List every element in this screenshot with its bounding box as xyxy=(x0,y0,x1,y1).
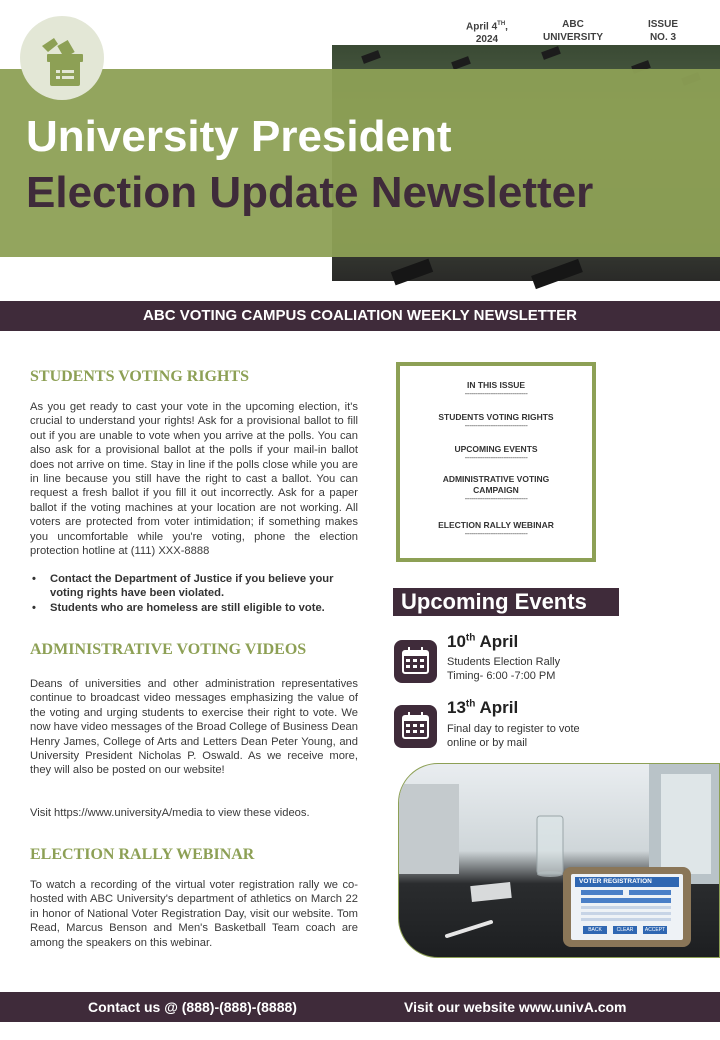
newsletter-banner: ABC VOTING CAMPUS COALIATION WEEKLY NEWSLETTER xyxy=(0,301,720,331)
calendar-icon xyxy=(394,705,437,748)
voting-rights-heading: STUDENTS VOTING RIGHTS xyxy=(30,368,250,385)
issue-date: April 4TH, 2024 xyxy=(466,21,508,46)
footer-bar xyxy=(0,992,720,1022)
toc-item[interactable] xyxy=(400,444,592,461)
toc-item[interactable] xyxy=(400,412,592,429)
org-line1: ABC xyxy=(562,19,584,30)
toc-heading-label: IN THIS ISSUE xyxy=(466,380,526,390)
event-day: 10 xyxy=(447,632,466,651)
title-band xyxy=(0,69,720,257)
event-date xyxy=(447,698,518,718)
title-line-1: University President xyxy=(26,112,452,161)
event-date xyxy=(447,632,518,652)
contact-phone[interactable]: Contact us @ (888)-(888)-(8888) xyxy=(88,999,297,1015)
website-link[interactable]: Visit our website www.univA.com xyxy=(404,999,627,1015)
voter-registration-photo xyxy=(398,763,720,958)
toc-divider: ----------------------------- xyxy=(464,529,528,538)
upcoming-events-heading: Upcoming Events xyxy=(393,588,619,616)
toc-divider: ----------------------------- xyxy=(464,389,528,398)
voting-rights-body: As you get ready to cast your vote in the upcoming election, it's crucial to understand your rights! Ask for a provisional ballot to fill out if you are unable to vote when you arrive at the polls. You can also ask for a provisional ballot at the polls if your mail-in ballot does not arrive on time. Stay in line if the polls close while you are in line because you still have the right to cast a ballot. You can request a fresh ballot if you fill it out incorrectly. Ask for a paper ballot if the voting machines at your location are not working. All voters are protected from voter intimidation; if something makes you uncomfortable while you're voting, phone the election protection hotline at (111) XXX-8888 xyxy=(30,401,358,558)
ballot-box-icon xyxy=(20,16,104,100)
toc-divider: ----------------------------- xyxy=(464,453,528,462)
issue-number xyxy=(640,18,686,44)
toc-heading xyxy=(400,380,592,397)
toc-item-label: ADMINISTRATIVE VOTING CAMPAIGN xyxy=(442,474,550,495)
title-line-2: Election Update Newsletter xyxy=(26,168,594,217)
issue-line2: NO. 3 xyxy=(649,32,677,43)
event-month: April xyxy=(475,632,519,651)
event-line1: Students Election Rally xyxy=(447,656,561,668)
event-line1: Final day to register to vote xyxy=(447,723,580,735)
event-day-suffix: th xyxy=(465,632,476,644)
toc-item[interactable] xyxy=(400,520,592,537)
voting-videos-body: Deans of universities and other administration representatives continue to broadcast video messages emphasizing the value of the voting and urging students to exercise their right to vote. We now have video messages of the Broad College of Business Dean Henry James, College of Arts and Letters Dean Peter Young, and University President Nicholas P. Oswald. As we receive more, they will also be posted on our website! xyxy=(30,678,358,777)
tablet-back-button: BACK xyxy=(588,927,602,933)
webinar-body: To watch a recording of the virtual voter registration rally we co-hosted with ABC University's department of athletics on March 22 in honor of National Voter Registration Day, visit our website. Tom Read, Marcus Benson and Men's Basketball Team coach are among the speakers on this webinar. xyxy=(30,879,358,949)
videos-link-text[interactable]: Visit https://www.universityA/media to view these videos. xyxy=(30,807,310,819)
calendar-icon xyxy=(394,640,437,683)
toc-item-label: UPCOMING EVENTS xyxy=(454,444,538,454)
tablet-accept-button: ACCEPT xyxy=(644,927,666,933)
event-day: 13 xyxy=(447,698,466,717)
issue-line1: ISSUE xyxy=(647,19,678,30)
toc-divider: ----------------------------- xyxy=(464,494,528,503)
in-this-issue-box xyxy=(396,362,596,562)
date-month-day: April 4 xyxy=(466,21,498,33)
tablet-screen-title: VOTER REGISTRATION xyxy=(579,878,652,885)
voting-videos-heading: ADMINISTRATIVE VOTING VIDEOS xyxy=(30,641,307,658)
event-description xyxy=(447,655,560,683)
date-suffix: TH xyxy=(497,21,506,27)
event-month: April xyxy=(475,698,519,717)
tablet-clear-button: CLEAR xyxy=(616,927,634,933)
toc-item-label: STUDENTS VOTING RIGHTS xyxy=(438,412,554,422)
event-line2: online or by mail xyxy=(447,737,528,749)
toc-divider: ----------------------------- xyxy=(464,421,528,430)
toc-item[interactable] xyxy=(400,474,592,502)
date-year: 2024 xyxy=(475,34,499,46)
voting-rights-bullets xyxy=(30,572,360,615)
toc-item-label: ELECTION RALLY WEBINAR xyxy=(438,520,554,530)
org-line2: UNIVERSITY xyxy=(542,32,603,43)
bullet-item: • Students who are homeless are still eligible to vote. xyxy=(30,601,360,615)
webinar-heading: ELECTION RALLY WEBINAR xyxy=(30,846,255,863)
university-name xyxy=(538,18,608,44)
bullet-item: • Contact the Department of Justice if you believe your voting rights have been violated. xyxy=(30,572,360,601)
event-description xyxy=(447,722,580,750)
event-line2: Timing- 6:00 -7:00 PM xyxy=(447,670,556,682)
event-day-suffix: th xyxy=(465,698,476,710)
